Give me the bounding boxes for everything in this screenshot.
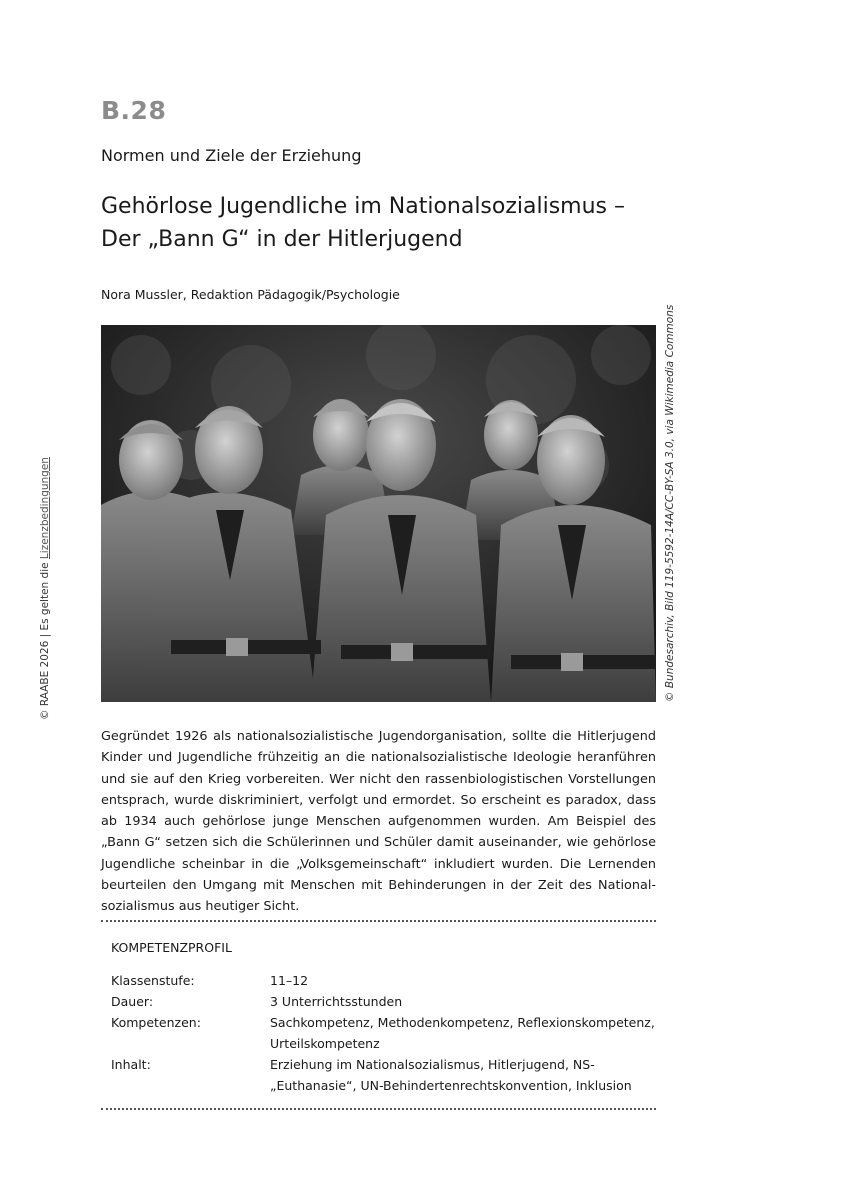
kompetenzprofil-table <box>111 970 656 1096</box>
kp-label: Klassenstufe: <box>111 973 195 988</box>
kp-label: Kompetenzen: <box>111 1015 201 1030</box>
page-title-line-1: Gehörlose Jugendliche im Nationalsozialismus – <box>101 194 626 219</box>
page-title <box>101 190 701 256</box>
kp-value: 3 Unterrichtsstunden <box>270 994 403 1009</box>
kp-row-kompetenzen <box>111 1012 656 1054</box>
dotted-divider-bottom <box>101 1108 656 1110</box>
kp-row-dauer <box>111 991 656 1012</box>
author-line: Nora Mussler, Redaktion Pädagogik/Psychologie <box>101 287 400 302</box>
kp-label: Inhalt: <box>111 1057 151 1072</box>
page-title-line-2: Der „Bann G“ in der Hitlerjugend <box>101 227 463 252</box>
license-link[interactable]: Lizenzbedingungen <box>39 457 51 560</box>
group-portrait-image <box>101 325 656 702</box>
kp-row-inhalt <box>111 1054 656 1096</box>
unit-code: B.28 <box>101 96 167 125</box>
chapter-subtitle: Normen und Ziele der Erziehung <box>101 146 362 165</box>
photo-credit: © Bundesarchiv, Bild 119-5592-14A/CC-BY-SA 3.0, via Wikimedia Commons <box>664 304 676 702</box>
kp-value: Erziehung im Nationalsozialismus, Hitlerjugend, NS-„Euthanasie“, UN-Behindertenrechtskonvention, Inklusion <box>270 1057 632 1093</box>
kp-value: 11–12 <box>270 973 309 988</box>
intro-paragraph: Gegründet 1926 als nationalsozialistische Jugendorganisation, sollte die Hitlerjugend Kinder und Jugendliche frühzeitig an die nationalsozialistische Ideologie heranführen und sie auf den Krieg vorbereiten. Wer nicht den rassenbiologistischen Vorstellungen entsprach, wurde diskriminiert, verfolgt und ermordet. So erscheint es paradox, dass ab 1934 auch gehörlose junge Menschen aufgenommen wurden. Am Beispiel des „Bann G“ setzen sich die Schülerinnen und Schüler damit auseinander, wie gehörlose Jugendliche scheinbar in die „Volksgemeinschaft“ inkludiert wurden. Die Lernenden beurteilen den Umgang mit Menschen mit Behinderungen in der Zeit des National-sozialismus aus heutiger Sicht. <box>101 729 656 915</box>
kp-value: Sachkompetenz, Methodenkompetenz, Reflexionskompetenz, Urteilskompetenz <box>270 1015 655 1051</box>
kp-row-klassenstufe <box>111 970 656 991</box>
kp-label: Dauer: <box>111 994 154 1009</box>
copyright-notice <box>38 457 52 720</box>
dotted-divider-top <box>101 920 656 922</box>
historical-photo <box>101 325 656 702</box>
copyright-text: © RAABE 2026 | Es gelten die <box>39 559 51 720</box>
kompetenzprofil-heading: KOMPETENZPROFIL <box>111 940 232 955</box>
